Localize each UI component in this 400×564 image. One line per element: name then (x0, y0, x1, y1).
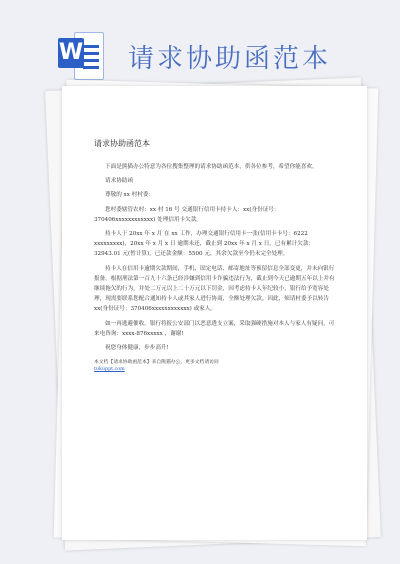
body-paragraph: 持卡人在信用卡逾期欠款期间，手机、固定电话、邮寄地址等预留信息全部变更，并未向银行报备。根据刑法第一百九十六条已经涉嫌到信用卡诈骗违法行为，截止到今天已逾期五年以上并有继续拖欠的行为，并处二万元以上二十万元以下罚金，因考虑持卡人年纪较小，银行给予宽容处理，现需要联系您配合通知持卡人或其家人进行协商，全额处理欠款。因此，烦请村委予以转告 xx(身份证号：370406xxxxxxxxxxxx) 或家人。 (94, 265, 335, 313)
salutation: 尊敬的 xx 村村委： (105, 192, 155, 199)
body-paragraph: 您村委辖管农村：xx 村 16 号 交通银行信用卡持卡人：xx(身份证号：370406xxxxxxxxxxxx) 处理信用卡欠款。 (94, 206, 280, 223)
body-paragraph: 持卡人于 20xx 年 x 月 在 xx 工作，办理交通银行信用卡一张(信用卡卡号：6222 xxxxxxxxx)，20xx 年 x 月 x 日 逾期未还，截止到 20xx 年 x 月 x 日，已有累计欠款：32943.01 元(暂计算)，已还款金额：5500 元，其余欠款至今仍未完全处理。 (94, 231, 315, 258)
word-badge: W (58, 38, 84, 68)
document-title: 请求协助函范本 (94, 139, 150, 148)
letter-heading: 请求协助函 (105, 178, 133, 185)
footer-text: 本文档【请求协助函范本】来自熊猫办公，更多文档请访问 (94, 360, 219, 366)
document-footer (94, 359, 336, 373)
intro-paragraph: 下面是熊猫办公特意为各位搜集整理的请求协助函范本，供各位参考，希望你能喜欢。 (105, 164, 318, 170)
closing-paragraph: 祝您身体健康，步步高升! (105, 345, 169, 352)
document-content (94, 138, 336, 373)
document-paper (62, 86, 367, 540)
page-title: 请求协助函范本 (128, 44, 332, 74)
footer-link[interactable]: tukuppt.com (94, 367, 125, 373)
body-paragraph: 如一再逃避催收，银行将报公安部门以恶意透支立案，采取强硬措施对本人与家人有疑问，可来电咨询：xxxx-876xxxxx ，谢谢! (94, 320, 335, 337)
word-document-icon (58, 32, 102, 78)
